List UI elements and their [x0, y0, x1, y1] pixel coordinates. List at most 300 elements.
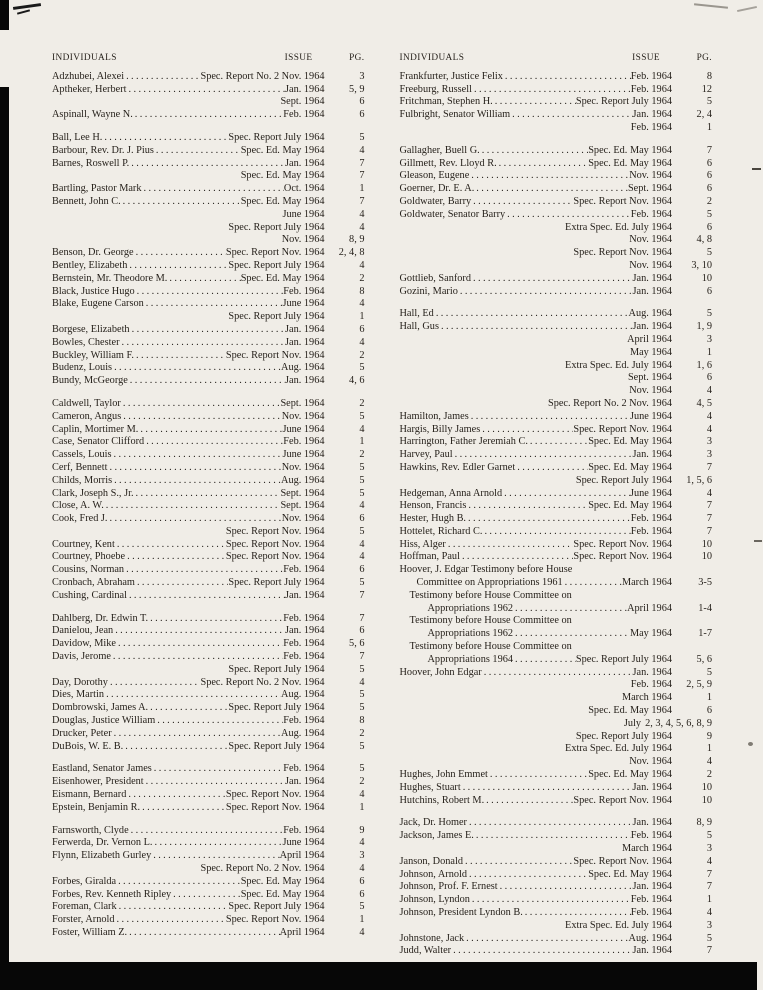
entry-issue: Nov. 1964 — [629, 259, 672, 271]
index-entry — [400, 667, 713, 680]
entry-issue: Spec. Ed. May 1964 — [240, 888, 325, 900]
entry-name: Fritchman, Stephen H. — [399, 96, 493, 108]
index-entry — [400, 869, 713, 882]
dot-leader — [127, 927, 280, 940]
dot-leader — [488, 769, 588, 782]
index-entry — [400, 603, 713, 616]
index-entry — [400, 782, 713, 795]
entry-page: 5 — [359, 901, 365, 913]
entry-name: Ferwerda, Dr. Vernon L. — [52, 837, 153, 849]
index-column-left — [52, 52, 365, 958]
entry-name: Hoffman, Paul — [399, 551, 460, 563]
entry-page: 6 — [706, 170, 712, 182]
index-entry — [400, 286, 713, 299]
scan-artifact-left-bar-gap — [0, 30, 9, 87]
entry-name: Davidow, Mike — [52, 638, 116, 650]
index-entry — [400, 398, 713, 411]
entry-page: 10 — [701, 538, 712, 550]
entry-page: 5, 9 — [349, 83, 365, 95]
dot-leader — [505, 209, 631, 222]
entry-page: 5 — [359, 474, 365, 486]
entry-group — [52, 763, 365, 814]
entry-issue: Spec. Ed. May 1964 — [588, 436, 672, 448]
index-entry — [400, 109, 713, 122]
entry-page: 6 — [706, 183, 712, 195]
entry-page: 3, 10 — [691, 259, 712, 271]
entry-page: 4 — [359, 837, 365, 849]
entry-page: 4 — [359, 551, 365, 563]
dot-leader — [127, 590, 285, 603]
index-entry — [400, 71, 713, 84]
entry-name: Dombrowski, James A. — [52, 702, 149, 714]
entry-name: Cook, Fred J. — [52, 513, 108, 525]
index-entry — [400, 743, 713, 756]
entry-issue: Jan. 1964 — [632, 272, 672, 284]
dot-leader — [124, 71, 200, 84]
entry-page: 2, 3, 4, 5, 6, 8, 9 — [645, 717, 712, 729]
dot-leader — [502, 488, 630, 501]
entry-name: Case, Senator Clifford — [52, 436, 145, 448]
index-entry — [52, 449, 365, 462]
index-entry — [52, 273, 365, 286]
index-entry — [52, 802, 365, 815]
entry-issue: Jan. 1964 — [285, 83, 325, 95]
index-entry — [52, 362, 365, 375]
scan-artifact-mark — [754, 540, 762, 542]
column-header — [400, 52, 713, 65]
index-entry — [400, 145, 713, 158]
entry-page: 10 — [701, 272, 712, 284]
index-entry — [400, 817, 713, 830]
index-entry — [400, 731, 713, 744]
index-entry — [400, 488, 713, 501]
entry-name: Caldwell, Taylor — [52, 397, 121, 409]
dot-leader — [116, 638, 283, 651]
entry-issue: Spec. Report Nov. 1964 — [573, 247, 672, 259]
entry-page: 5 — [359, 763, 365, 775]
entry-page: 4, 8 — [696, 234, 712, 246]
entry-issue: June 1964 — [282, 449, 325, 461]
entry-issue: Feb. 1964 — [630, 525, 672, 537]
entry-page: 5 — [359, 663, 365, 675]
entry-issue: Spec. Report No. 2 Nov. 1964 — [547, 397, 672, 409]
entry-page: 4 — [706, 756, 712, 768]
dot-leader — [155, 715, 283, 728]
index-entry — [52, 876, 365, 889]
dot-leader — [121, 196, 241, 209]
entry-page: 7 — [706, 868, 712, 880]
index-entry — [400, 920, 713, 933]
index-entry — [52, 590, 365, 603]
entry-issue: Extra Spec. Ed. July 1964 — [565, 743, 672, 755]
index-entry — [52, 901, 365, 914]
index-entry — [52, 337, 365, 350]
entry-page: 4 — [359, 144, 365, 156]
scan-artifact-left-bar — [0, 0, 9, 990]
entry-page: 3-5 — [698, 577, 712, 589]
index-entry — [400, 564, 713, 577]
dot-leader — [127, 84, 286, 97]
entry-issue: Sept. 1964 — [280, 487, 325, 499]
dot-leader — [510, 109, 632, 122]
entry-page: 3 — [706, 919, 712, 931]
index-entry — [52, 84, 365, 97]
index-entry — [52, 260, 365, 273]
entry-page: 4 — [359, 208, 365, 220]
entry-page: 2 — [706, 195, 712, 207]
dot-leader — [128, 375, 285, 388]
index-entry — [400, 769, 713, 782]
index-entry — [52, 196, 365, 209]
index-entry — [400, 641, 713, 654]
entry-issue: Jan. 1964 — [285, 589, 325, 601]
dot-leader — [513, 628, 630, 641]
entry-issue: Aug. 1964 — [628, 308, 672, 320]
entry-issue: Sept. 1964 — [280, 500, 325, 512]
entry-issue: Spec. Report July 1964 — [575, 474, 672, 486]
index-entry — [52, 914, 365, 927]
entry-issue: June 1964 — [629, 487, 672, 499]
index-entry — [52, 234, 365, 247]
index-entry — [52, 651, 365, 664]
entry-issue: Feb. 1964 — [630, 83, 672, 95]
entry-issue: Feb. 1964 — [630, 121, 672, 133]
entry-page: 1-7 — [698, 628, 712, 640]
entry-issue: Jan. 1964 — [632, 321, 672, 333]
dot-leader — [138, 424, 282, 437]
entry-group — [400, 817, 713, 958]
dot-leader — [121, 411, 281, 424]
dot-leader — [480, 145, 588, 158]
entry-name: Appropriations 1962 — [427, 602, 514, 614]
dot-leader — [467, 869, 588, 882]
entry-name: Testimony before House Committee on — [409, 641, 572, 653]
entry-name: DuBois, W. E. B. — [52, 740, 124, 752]
dot-leader — [115, 914, 226, 927]
entry-page: 1 — [359, 914, 365, 926]
index-entry — [400, 830, 713, 843]
entry-name: Courtney, Phoebe — [52, 551, 126, 563]
entry-name: Cronbach, Abraham — [52, 577, 135, 589]
entry-name: Forster, Arnold — [52, 914, 115, 926]
index-entry — [400, 500, 713, 513]
entry-page: 3 — [706, 333, 712, 345]
entry-name: Dahlberg, Dr. Edwin T. — [52, 612, 149, 624]
entry-issue: Feb. 1964 — [630, 208, 672, 220]
entry-page: 10 — [701, 794, 712, 806]
header-individuals-label: INDIVIDUALS — [52, 53, 117, 63]
dot-leader — [451, 945, 632, 958]
entry-name: Barnes, Roswell P. — [52, 157, 130, 169]
entry-page: 2 — [706, 769, 712, 781]
entry-issue: Feb. 1964 — [630, 907, 672, 918]
index-entry — [52, 863, 365, 876]
dot-leader — [523, 907, 631, 920]
index-entry — [400, 170, 713, 183]
entry-page: 7 — [706, 500, 712, 512]
entry-issue: Spec. Report No. 2 Nov. 1964 — [200, 676, 325, 688]
index-entry — [52, 513, 365, 526]
dot-leader — [130, 324, 285, 337]
entry-page: 4, 6 — [349, 375, 365, 387]
entry-issue: June 1964 — [282, 423, 325, 435]
dot-leader — [129, 825, 284, 838]
entry-issue: Spec. Report Nov. 1964 — [573, 195, 672, 207]
entry-issue: Extra Spec. Ed. July 1964 — [565, 221, 672, 233]
index-entry — [400, 260, 713, 273]
index-entry — [52, 689, 365, 702]
index-entry — [52, 398, 365, 411]
entry-issue: Spec. Report Nov. 1964 — [573, 794, 672, 806]
entry-name: Farnsworth, Clyde — [52, 824, 129, 836]
entry-issue: Feb. 1964 — [283, 638, 325, 650]
entry-issue: Spec. Report July 1964 — [575, 653, 672, 665]
entry-issue: Sept. 1964 — [627, 183, 672, 195]
entry-name: Childs, Morris — [52, 474, 113, 486]
entry-name: Bowles, Chester — [52, 336, 120, 348]
dot-leader — [474, 830, 631, 843]
index-entry — [52, 889, 365, 902]
scan-artifact-mark — [748, 742, 753, 746]
dot-leader — [112, 362, 281, 375]
index-column-right — [400, 52, 713, 958]
dot-leader — [142, 183, 284, 196]
dot-leader — [460, 551, 573, 564]
entry-page: 1, 9 — [696, 321, 712, 333]
entry-name: Close, A. W. — [52, 500, 104, 512]
entry-issue: Spec. Report Nov. 1964 — [225, 525, 325, 537]
entry-issue: Jan. 1964 — [632, 666, 672, 678]
entry-page: 4 — [706, 907, 712, 918]
index-entry — [400, 615, 713, 628]
entry-issue: Sept. 1964 — [627, 372, 672, 384]
entry-name: Cousins, Norman — [52, 564, 125, 576]
index-entry — [400, 679, 713, 692]
entry-issue: Jan. 1964 — [285, 323, 325, 335]
dot-leader — [144, 436, 283, 449]
index-entry — [52, 677, 365, 690]
entry-name: Goerner, Dr. E. A. — [399, 183, 475, 195]
entry-issue: Spec. Report July 1964 — [575, 730, 672, 742]
entry-page: 6 — [359, 564, 365, 576]
entry-issue: Spec. Report Nov. 1964 — [573, 538, 672, 550]
entry-group — [52, 132, 365, 388]
index-entry — [400, 628, 713, 641]
entry-name: Foster, William Z. — [52, 927, 128, 938]
entry-issue: April 1964 — [627, 602, 672, 614]
entry-page: 8, 9 — [696, 817, 712, 829]
entry-page: 7 — [359, 195, 365, 207]
entry-issue: Spec. Report July 1964 — [228, 663, 325, 675]
dot-leader — [463, 856, 573, 869]
entry-page: 3 — [359, 70, 365, 82]
entry-issue: Feb. 1964 — [630, 513, 672, 525]
index-entry — [400, 705, 713, 718]
index-entry — [400, 222, 713, 235]
entry-name: Courtney, Kent — [52, 538, 115, 550]
entry-name: Frankfurter, Justice Felix — [399, 70, 503, 82]
entry-name: Judd, Walter — [399, 945, 452, 957]
entry-issue: Spec. Ed. May 1964 — [240, 875, 325, 887]
entry-page: 7 — [706, 525, 712, 537]
entry-name: Fulbright, Senator William — [399, 109, 511, 121]
entry-issue: Spec. Report Nov. 1964 — [225, 247, 325, 259]
index-entry — [52, 375, 365, 388]
entry-name: Hargis, Billy James — [399, 423, 481, 435]
index-entry — [52, 109, 365, 122]
index-entry — [400, 385, 713, 398]
entry-issue: March 1964 — [621, 843, 672, 855]
entry-name: Hall, Gus — [399, 321, 439, 333]
index-entry — [52, 222, 365, 235]
index-entry — [400, 654, 713, 667]
index-entry — [52, 145, 365, 158]
index-entry — [52, 475, 365, 488]
dot-leader — [124, 564, 283, 577]
entry-name: Goldwater, Senator Barry — [399, 208, 506, 220]
entry-issue: Jan. 1964 — [632, 817, 672, 829]
dot-leader — [129, 158, 285, 171]
entry-issue: Spec. Report July 1964 — [228, 131, 325, 143]
entry-page: 5 — [359, 131, 365, 143]
dot-leader — [133, 109, 284, 122]
entry-name: Johnson, Lyndon — [399, 894, 470, 906]
entry-page: 2 — [359, 397, 365, 409]
entry-issue: May 1964 — [629, 346, 672, 358]
dot-leader — [148, 613, 283, 626]
dot-leader — [134, 350, 226, 363]
header-individuals-label: INDIVIDUALS — [399, 53, 465, 63]
entry-issue: Feb. 1964 — [630, 70, 672, 82]
index-entry — [400, 475, 713, 488]
index-entry — [400, 209, 713, 222]
entry-issue: Feb. 1964 — [283, 824, 325, 836]
entry-page: 6 — [359, 96, 365, 108]
entry-page: 3 — [706, 843, 712, 855]
entry-name: Hughes, John Emmet — [399, 769, 488, 781]
entry-name: Gallagher, Buell G. — [399, 144, 480, 156]
entry-name: Cameron, Angus — [52, 410, 122, 422]
entry-issue: June 1964 — [282, 298, 325, 310]
index-entry — [52, 488, 365, 501]
entry-page: 4, 5 — [696, 397, 712, 409]
index-entry — [52, 539, 365, 552]
index-entry — [400, 692, 713, 705]
index-entry — [400, 158, 713, 171]
index-entry — [52, 247, 365, 260]
index-entry — [400, 577, 713, 590]
index-entry — [52, 564, 365, 577]
entry-issue: Spec. Ed. May 1964 — [588, 705, 672, 717]
entry-name: Jack, Dr. Homer — [399, 817, 467, 829]
index-entry — [52, 350, 365, 363]
entry-name: Blake, Eugene Carson — [52, 298, 144, 310]
entry-page: 4 — [706, 423, 712, 435]
index-entry — [400, 234, 713, 247]
dot-leader — [111, 651, 283, 664]
entry-name: Jackson, James E. — [399, 830, 474, 842]
entry-issue: Spec. Report Nov. 1964 — [573, 423, 672, 435]
dot-leader — [112, 475, 281, 488]
entry-issue: Jan. 1964 — [285, 375, 325, 387]
index-entry — [52, 664, 365, 677]
entry-group — [52, 71, 365, 122]
entry-page: 5, 6 — [349, 638, 365, 650]
entry-page: 7 — [706, 881, 712, 893]
entry-name: Janson, Donald — [399, 855, 463, 867]
entry-issue: Spec. Report July 1964 — [228, 311, 325, 323]
entry-page: 6 — [706, 372, 712, 384]
scan-artifact-mark — [694, 3, 728, 9]
index-entry — [52, 298, 365, 311]
entry-name: Hall, Ed — [399, 308, 434, 320]
dot-leader — [469, 411, 630, 424]
index-entry — [400, 843, 713, 856]
entry-page: 8 — [706, 70, 712, 82]
entry-issue: Aug. 1964 — [281, 689, 325, 701]
entry-name: Harvey, Paul — [399, 449, 453, 461]
entry-name: Bennett, John C. — [52, 195, 121, 207]
entry-name: Gottlieb, Sanford — [399, 272, 471, 284]
entry-name: Davis, Jerome — [52, 651, 111, 663]
dot-leader — [471, 196, 573, 209]
dot-leader — [121, 398, 281, 411]
entry-page: 5 — [359, 702, 365, 714]
entry-page: 1 — [706, 692, 712, 704]
entry-page: 2, 5, 9 — [686, 679, 712, 691]
entry-issue: Jan. 1964 — [632, 449, 672, 461]
index-entry — [400, 449, 713, 462]
entry-page: 6 — [359, 875, 365, 887]
entry-issue: Jan. 1964 — [632, 781, 672, 793]
dot-leader — [102, 132, 228, 145]
dot-leader — [126, 789, 226, 802]
entry-name: Hedgeman, Anna Arnold — [399, 487, 503, 499]
index-entry — [52, 728, 365, 741]
index-entry — [400, 84, 713, 97]
dot-leader — [144, 298, 283, 311]
entry-page: 10 — [701, 551, 712, 563]
entry-name: Johnstone, Jack — [399, 932, 465, 944]
entry-issue: Sept. 1964 — [280, 397, 325, 409]
entry-page: 1 — [706, 743, 712, 755]
entry-issue: June 1964 — [282, 208, 325, 220]
entry-issue: Spec. Report July 1964 — [228, 577, 325, 589]
entry-name: Danielou, Jean — [52, 625, 114, 637]
entry-issue: Jan. 1964 — [285, 625, 325, 637]
entry-page: 6 — [359, 888, 365, 900]
entry-name: Appropriations 1964 — [427, 653, 514, 665]
entry-issue: Sept. 1964 — [280, 96, 325, 108]
entry-issue: Feb. 1964 — [283, 715, 325, 727]
entry-name: Day, Dorothy — [52, 676, 108, 688]
entry-page: 9 — [706, 730, 712, 742]
entry-page: 5 — [706, 666, 712, 678]
entry-name: Caplin, Mortimer M. — [52, 423, 139, 435]
entry-issue: Spec. Ed. May 1964 — [240, 195, 325, 207]
index-entry — [52, 183, 365, 196]
entry-page: 7 — [359, 651, 365, 663]
entry-page: 4 — [359, 298, 365, 310]
entry-name: Forbes, Rev. Kenneth Ripley — [52, 888, 172, 900]
entry-issue: Extra Spec. Ed. July 1964 — [565, 919, 672, 931]
dot-leader — [528, 436, 588, 449]
index-entry — [400, 372, 713, 385]
dot-leader — [108, 677, 201, 690]
entry-page: 4 — [359, 500, 365, 512]
entry-name: Eismann, Bernard — [52, 789, 127, 801]
entry-page: 4 — [706, 410, 712, 422]
